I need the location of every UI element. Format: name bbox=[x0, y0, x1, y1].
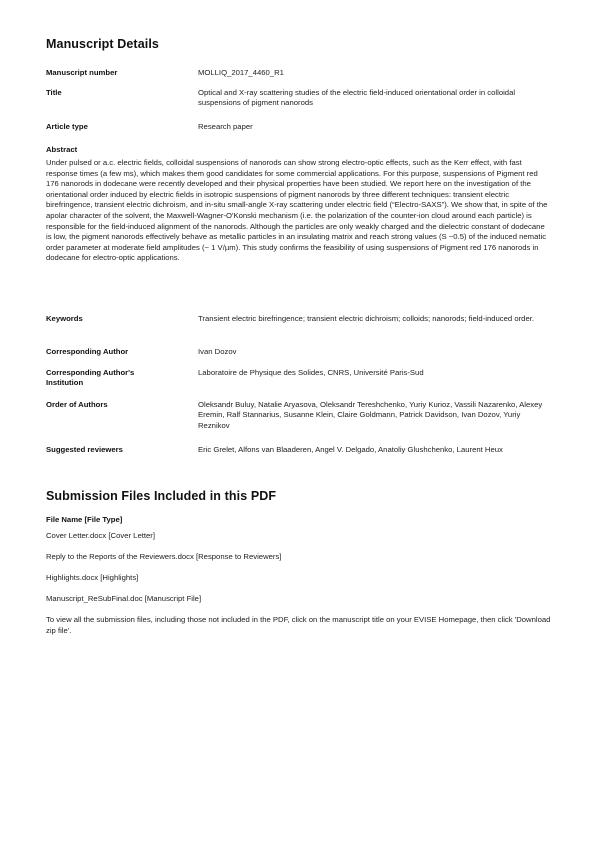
file-item-manuscript: Manuscript_ReSubFinal.doc [Manuscript File] bbox=[46, 594, 202, 603]
suggested-reviewers-value: Eric Grelet, Alfons van Blaaderen, Angel V. Delgado, Anatoliy Glushchenko, Laurent Heux bbox=[198, 445, 503, 454]
keywords-value: Transient electric birefringence; transient electric dichroism; colloids; nanorods; field-induced order. bbox=[198, 314, 534, 323]
manuscript-number-label: Manuscript number bbox=[46, 68, 118, 77]
abstract-label: Abstract bbox=[46, 145, 78, 154]
abstract-text: Under pulsed or a.c. electric fields, colloidal suspensions of nanorods can show strong electro-optic effects, such as the Kerr effect, with fast response times (a few ms), which makes them good candidates for some commercial applications. For this purpose, suspensions of Pigment red 176 nanorods in dodecane were recently developed and their physical properties have been studied. We report here on the investigation of the orientational order induced by electric fields in isotropic suspensions of pigment nanorods by three different techniques: transient electric birefringence, transient electric dichroism, and in-situ small-angle X-ray scattering under electric field (“Electro-SAXS”). We show that, in spite of the apolar character of the solvent, the Maxwell-Wagner-O'Konski mechanism (i.e. the polarization of the counter-ion cloud around each particle) is responsible for the field-induced alignment of the nanorods. Although the particles are only weakly charged and the dielectric constant of dodecane is low, the pigment nanorods effectively behave as metallic particles in an insulating matrix and reach strong values (S ~0.5) of the induced nematic order parameter at moderate field amplitudes (~ 1 V/µm). This study confirms the feasibility of using suspensions of Pigment red 176 nanorods in dodecane for electro-optic applications. bbox=[46, 158, 548, 263]
title-value: Optical and X-ray scattering studies of the electric field-induced orientational order in colloidal suspensions of pigment nanorods bbox=[198, 88, 516, 108]
manuscript-number-value: MOLLIQ_2017_4460_R1 bbox=[198, 68, 284, 77]
institution-value: Laboratoire de Physique des Solides, CNRS, Université Paris-Sud bbox=[198, 368, 424, 377]
corresponding-author-value: Ivan Dozov bbox=[198, 347, 237, 356]
order-of-authors-value: Oleksandr Buluy, Natalie Aryasova, Oleksandr Tereshchenko, Yuriy Kurioz, Vassili Nazarenko, Alexey Eremin, Ralf Stannarius, Susanne Klein, Claire Goldmann, Patrick Davidson, Ivan Dozov, Yuriy Reznikov bbox=[198, 400, 543, 430]
article-type-value: Research paper bbox=[198, 122, 253, 131]
file-list-column-label: File Name [File Type] bbox=[46, 515, 123, 524]
download-note: To view all the submission files, including those not included in the PDF, click on the manuscript title on your EVISE Homepage, then click 'Download zip file'. bbox=[46, 615, 551, 635]
order-of-authors-label: Order of Authors bbox=[46, 400, 108, 409]
title-label: Title bbox=[46, 88, 62, 97]
keywords-label: Keywords bbox=[46, 314, 83, 323]
manuscript-details-heading: Manuscript Details bbox=[46, 37, 159, 51]
corresponding-author-label: Corresponding Author bbox=[46, 347, 129, 356]
submission-files-heading: Submission Files Included in this PDF bbox=[46, 489, 277, 503]
institution-label: Corresponding Author's Institution bbox=[46, 368, 135, 388]
file-item-response-to-reviewers: Reply to the Reports of the Reviewers.docx [Response to Reviewers] bbox=[46, 552, 282, 561]
suggested-reviewers-label: Suggested reviewers bbox=[46, 445, 123, 454]
file-item-cover-letter: Cover Letter.docx [Cover Letter] bbox=[46, 531, 155, 540]
article-type-label: Article type bbox=[46, 122, 88, 131]
file-item-highlights: Highlights.docx [Highlights] bbox=[46, 573, 139, 582]
